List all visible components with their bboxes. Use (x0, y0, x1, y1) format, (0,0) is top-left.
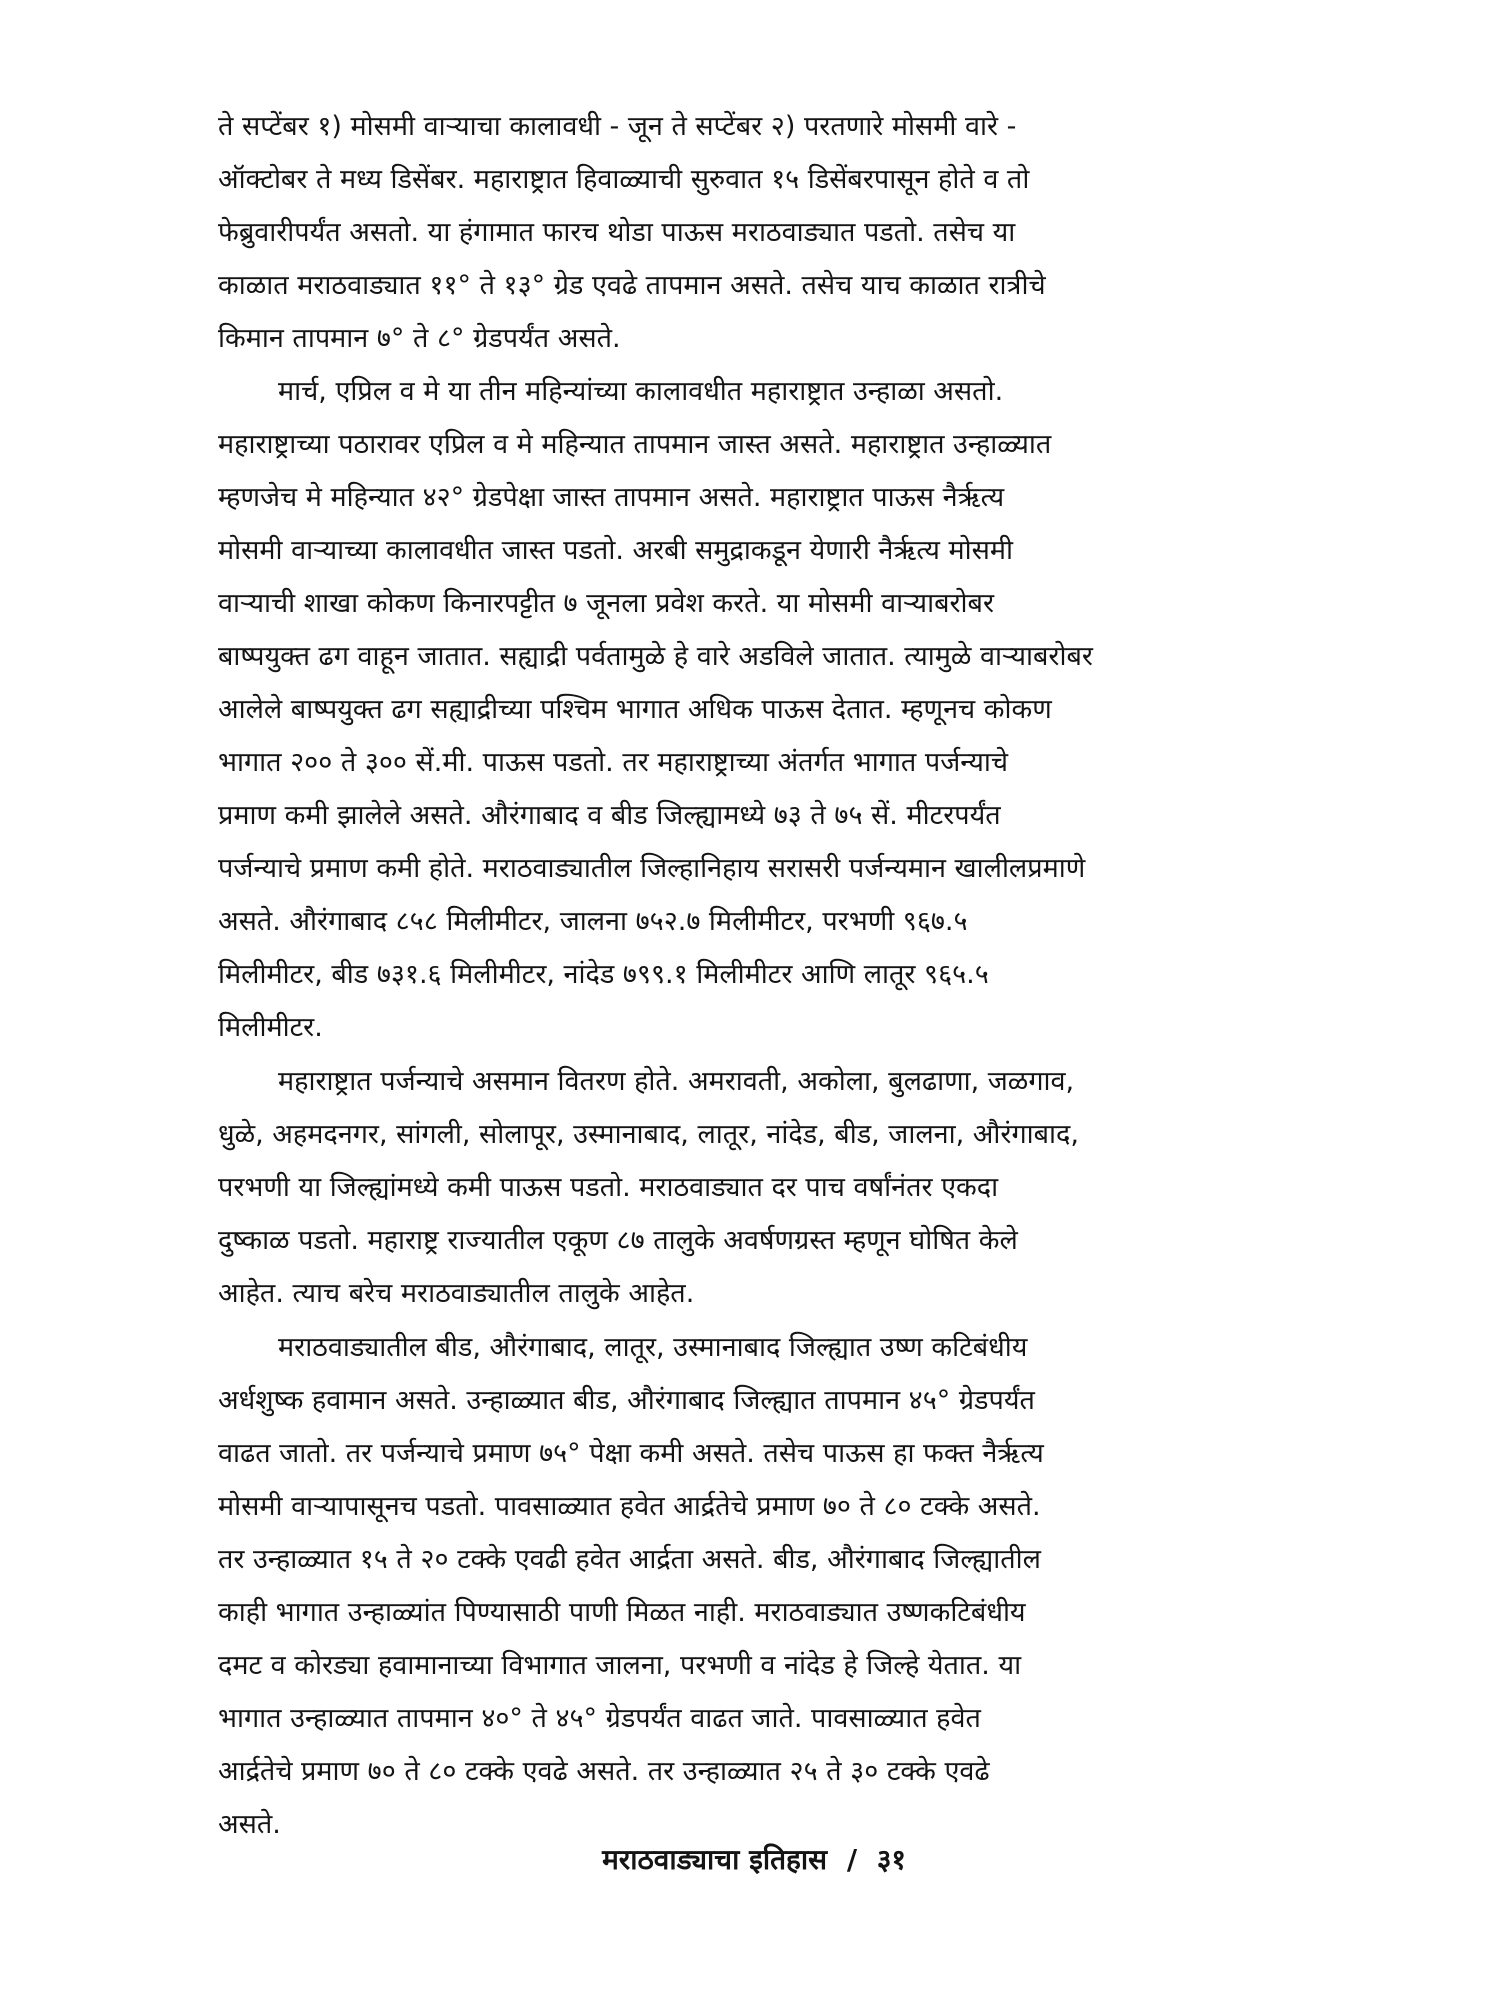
paragraph-2-line-7: आलेले बाष्पयुक्त ढग सह्याद्रीच्या पश्चिम भागात अधिक पाऊस देतात. म्हणूनच कोकण (218, 694, 1052, 725)
paragraph-2-line-5: वाऱ्याची शाखा कोकण किनारपट्टीत ७ जूनला प्रवेश करते. या मोसमी वाऱ्याबरोबर (218, 588, 994, 619)
paragraph-4-line-4: मोसमी वाऱ्यापासूनच पडतो. पावसाळ्यात हवेत आर्द्रतेचे प्रमाण ७० ते ८० टक्के असते. (218, 1491, 1041, 1522)
paragraph-2-line-10: पर्जन्याचे प्रमाण कमी होते. मराठवाड्यातील जिल्हानिहाय सरासरी पर्जन्यमान खालीलप्रमाणे (218, 853, 1086, 884)
paragraph-2-line-6: बाष्पयुक्त ढग वाहून जातात. सह्याद्री पर्वतामुळे हे वारे अडविले जातात. त्यामुळे वाऱ्याबरोबर (218, 641, 1093, 672)
paragraph-4-line-8: भागात उन्हाळ्यात तापमान ४०° ते ४५° ग्रेडपर्यंत वाढत जाते. पावसाळ्यात हवेत (218, 1703, 981, 1734)
paragraph-1-line-2: ऑक्टोबर ते मध्य डिसेंबर. महाराष्ट्रात हिवाळ्याची सुरुवात १५ डिसेंबरपासून होते व तो (218, 164, 1030, 195)
paragraph-4-line-2: अर्धशुष्क हवामान असते. उन्हाळ्यात बीड, औरंगाबाद जिल्ह्यात तापमान ४५° ग्रेडपर्यंत (218, 1385, 1035, 1416)
paragraph-4-line-10: असते. (218, 1809, 281, 1840)
paragraph-2-line-8: भागात २०० ते ३०० सें.मी. पाऊस पडतो. तर महाराष्ट्राच्या अंतर्गत भागात पर्जन्याचे (218, 747, 1009, 778)
paragraph-1-line-3: फेब्रुवारीपर्यंत असतो. या हंगामात फारच थोडा पाऊस मराठवाड्यात पडतो. तसेच या (218, 217, 1016, 248)
paragraph-2-line-1: मार्च, एप्रिल व मे या तीन महिन्यांच्या कालावधीत महाराष्ट्रात उन्हाळा असतो. (278, 376, 1004, 407)
paragraph-4-line-9: आर्द्रतेचे प्रमाण ७० ते ८० टक्के एवढे असते. तर उन्हाळ्यात २५ ते ३० टक्के एवढे (218, 1756, 990, 1787)
paragraph-4-line-6: काही भागात उन्हाळ्यांत पिण्यासाठी पाणी मिळत नाही. मराठवाड्यात उष्णकटिबंधीय (218, 1597, 1026, 1628)
paragraph-1-line-4: काळात मराठवाड्यात ११° ते १३° ग्रेड एवढे तापमान असते. तसेच याच काळात रात्रीचे (218, 270, 1046, 301)
paragraph-3-line-4: दुष्काळ पडतो. महाराष्ट्र राज्यातील एकूण ८७ तालुके अवर्षणग्रस्त म्हणून घोषित केले (218, 1225, 1018, 1256)
paragraph-3-line-3: परभणी या जिल्ह्यांमध्ये कमी पाऊस पडतो. मराठवाड्यात दर पाच वर्षांनंतर एकदा (218, 1172, 999, 1203)
document-page (218, 100, 1290, 1900)
paragraph-2-line-12: मिलीमीटर, बीड ७३१.६ मिलीमीटर, नांदेड ७९९.१ मिलीमीटर आणि लातूर ९६५.५ (218, 959, 989, 990)
paragraph-4-line-1: मराठवाड्यातील बीड, औरंगाबाद, लातूर, उस्मानाबाद जिल्ह्यात उष्ण कटिबंधीय (278, 1332, 1028, 1363)
paragraph-3-line-2: धुळे, अहमदनगर, सांगली, सोलापूर, उस्मानाबाद, लातूर, नांदेड, बीड, जालना, औरंगाबाद, (218, 1119, 1079, 1150)
paragraph-3-line-1: महाराष्ट्रात पर्जन्याचे असमान वितरण होते. अमरावती, अकोला, बुलढाणा, जळगाव, (278, 1066, 1075, 1097)
paragraph-4-line-7: दमट व कोरड्या हवामानाच्या विभागात जालना, परभणी व नांदेड हे जिल्हे येतात. या (218, 1650, 1022, 1681)
page-footer (218, 1840, 1290, 1880)
paragraph-2-line-3: म्हणजेच मे महिन्यात ४२° ग्रेडपेक्षा जास्त तापमान असते. महाराष्ट्रात पाऊस नैर्ऋत्य (218, 482, 1005, 513)
paragraph-2-line-11: असते. औरंगाबाद ८५८ मिलीमीटर, जालना ७५२.७ मिलीमीटर, परभणी ९६७.५ (218, 906, 968, 937)
paragraph-2-line-4: मोसमी वाऱ्याच्या कालावधीत जास्त पडतो. अरबी समुद्राकडून येणारी नैर्ऋत्य मोसमी (218, 535, 1014, 566)
paragraph-2-line-9: प्रमाण कमी झालेले असते. औरंगाबाद व बीड जिल्ह्यामध्ये ७३ ते ७५ सें. मीटरपर्यंत (218, 800, 1001, 831)
paragraph-2-line-2: महाराष्ट्राच्या पठारावर एप्रिल व मे महिन्यात तापमान जास्त असते. महाराष्ट्रात उन्हाळ्यात (218, 429, 1052, 460)
footer-separator: / (846, 1843, 858, 1876)
paragraph-3-line-5: आहेत. त्याच बरेच मराठवाड्यातील तालुके आहेत. (218, 1278, 695, 1309)
paragraph-2-line-13: मिलीमीटर. (218, 1012, 323, 1043)
paragraph-1-line-5: किमान तापमान ७° ते ८° ग्रेडपर्यंत असते. (218, 323, 621, 354)
paragraph-4-line-3: वाढत जातो. तर पर्जन्याचे प्रमाण ७५° पेक्षा कमी असते. तसेच पाऊस हा फक्त नैर्ऋत्य (218, 1438, 1044, 1469)
book-title: मराठवाड्याचा इतिहास (602, 1843, 828, 1876)
page-number: ३१ (876, 1843, 906, 1876)
paragraph-4-line-5: तर उन्हाळ्यात १५ ते २० टक्के एवढी हवेत आर्द्रता असते. बीड, औरंगाबाद जिल्ह्यातील (218, 1544, 1041, 1575)
paragraph-1-line-1: ते सप्टेंबर १) मोसमी वाऱ्याचा कालावधी - जून ते सप्टेंबर २) परतणारे मोसमी वारे - (218, 111, 1017, 142)
